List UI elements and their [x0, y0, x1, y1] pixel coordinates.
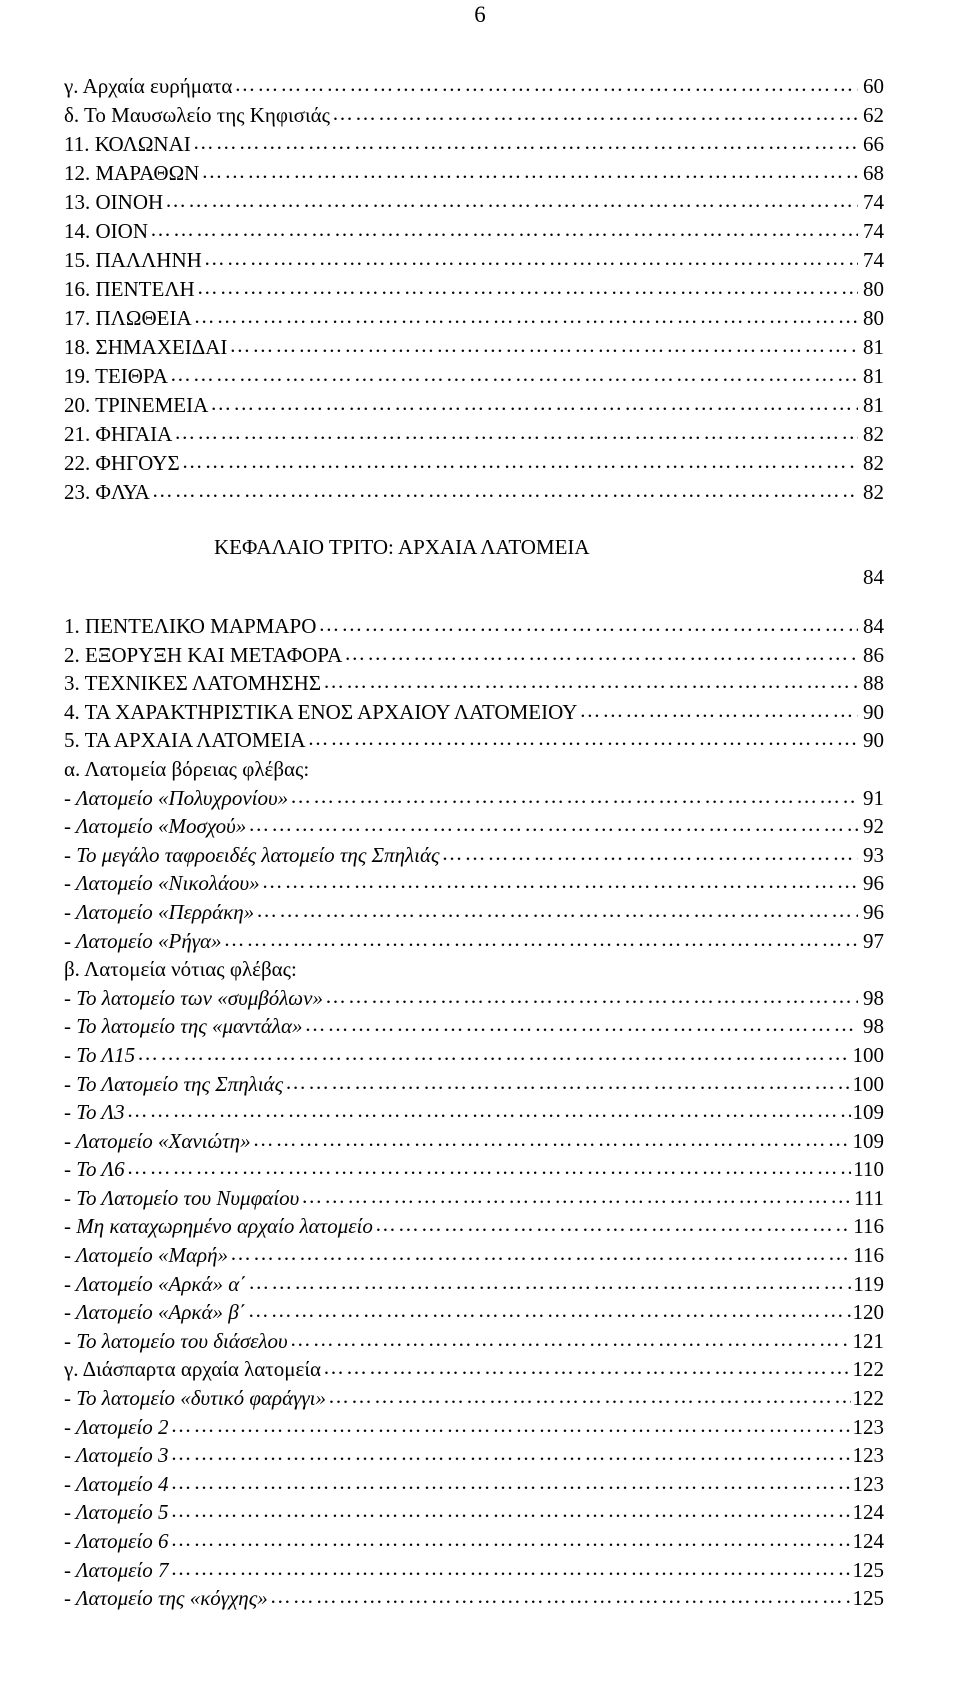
toc-entry[interactable] — [64, 1527, 884, 1556]
chapter-title: ΚΕΦΑΛΑΙΟ ΤΡΙΤΟ: ΑΡΧΑΙΑ ΛΑΤΟΜΕΙΑ — [214, 535, 590, 559]
toc-leader-dots — [171, 1525, 851, 1554]
toc-entry-label: - Λατομείο «Αρκά» β΄ — [64, 1300, 246, 1325]
toc-entry[interactable] — [64, 1098, 884, 1127]
toc-leader-dots — [323, 1353, 851, 1382]
toc-entry-page: 122 — [852, 1357, 884, 1382]
toc-leader-dots — [248, 1268, 851, 1297]
toc-entry-label: - Λατομείο 5 — [64, 1500, 169, 1525]
toc-entry[interactable] — [64, 812, 884, 841]
toc-entry-label: 21. ΦΗΓΑΙΑ — [64, 422, 173, 446]
toc-leader-dots — [248, 1296, 851, 1325]
toc-entry[interactable] — [64, 898, 884, 927]
toc-entry-page: 109 — [852, 1128, 884, 1153]
toc-entry[interactable] — [64, 1070, 884, 1099]
toc-entry-page: 124 — [852, 1529, 884, 1553]
toc-entry-label: - Λατομείο «Πολυχρονίου» — [64, 785, 289, 810]
toc-entry-page: 120 — [852, 1300, 884, 1325]
toc-entry[interactable] — [64, 641, 884, 670]
toc-entry[interactable] — [64, 1556, 884, 1585]
toc-entry-page: 110 — [853, 1157, 884, 1182]
toc-entry-page: 80 — [863, 306, 884, 330]
toc-entry-page: 100 — [852, 1071, 884, 1096]
toc-entry-page: 98 — [863, 1014, 884, 1039]
toc-entry[interactable] — [64, 1584, 884, 1613]
toc-leader-dots — [170, 360, 858, 389]
toc-entry[interactable] — [64, 612, 884, 641]
toc-entry-label: 4. ΤΑ ΧΑΡΑΚΤΗΡΙΣΤΙΚΑ ΕΝΟΣ ΑΡΧΑΙΟΥ ΛΑΤΟΜΕΙΟΥ — [64, 699, 578, 724]
toc-leader-dots — [165, 186, 858, 215]
toc-leader-dots — [201, 157, 858, 186]
toc-entry-label: - Το Λ6 — [64, 1157, 125, 1182]
toc-entry-page: 111 — [854, 1185, 884, 1210]
toc-entry-label: - Λατομείο «Μαρή» — [64, 1243, 229, 1268]
toc-entry-label: - Λατομείο της «κόγχης» — [64, 1586, 268, 1611]
toc-leader-dots — [182, 447, 858, 476]
toc-leader-dots — [171, 1496, 851, 1525]
toc-leader-dots — [305, 1010, 858, 1039]
toc-entry[interactable] — [64, 449, 884, 478]
toc-entry-page: 109 — [852, 1100, 884, 1125]
toc-entry[interactable] — [64, 159, 884, 188]
toc-entry-label: - Το Λατομείο του Νυμφαίου — [64, 1185, 300, 1210]
toc-entry[interactable] — [64, 698, 884, 727]
toc-entry[interactable] — [64, 333, 884, 362]
toc-entry-page: 92 — [863, 814, 884, 839]
toc-entry-label: 11. ΚΟΛΩΝΑΙ — [64, 132, 191, 156]
toc-entry-label: - Το λατομείο της «μαντάλα» — [64, 1014, 303, 1039]
toc-entry-label: 5. ΤΑ ΑΡΧΑΙΑ ΛΑΤΟΜΕΙΑ — [64, 728, 306, 753]
toc-entry-page: 90 — [863, 728, 884, 753]
toc-entry[interactable] — [64, 726, 884, 755]
toc-entry[interactable] — [64, 669, 884, 698]
toc-entry[interactable] — [64, 246, 884, 275]
toc-entry-page: 123 — [852, 1443, 884, 1468]
toc-entry-page: 124 — [852, 1500, 884, 1525]
toc-entry-page: 74 — [863, 219, 884, 243]
toc-entry[interactable] — [64, 304, 884, 333]
toc-entry-label: 18. ΣΗΜΑΧΕΙΔΑΙ — [64, 335, 228, 359]
toc-entry[interactable] — [64, 927, 884, 956]
toc-entry-label: - Λατομείο «Αρκά» α΄ — [64, 1271, 247, 1296]
toc-leader-dots — [328, 1382, 850, 1411]
toc-entry[interactable] — [64, 1498, 884, 1527]
toc-entry-page: 62 — [863, 103, 884, 127]
toc-leader-dots — [224, 925, 858, 954]
toc-entry-page: 119 — [853, 1271, 884, 1296]
toc-entry[interactable] — [64, 955, 884, 984]
toc-entry-page: 82 — [863, 422, 884, 446]
toc-entry[interactable] — [64, 130, 884, 159]
toc-entry-page: 84 — [863, 614, 884, 638]
toc-entry[interactable] — [64, 755, 884, 784]
toc-entry-page: 81 — [863, 393, 884, 417]
toc-entry[interactable] — [64, 841, 884, 870]
toc-leader-dots — [229, 331, 858, 360]
toc-entry-label: 14. ΟΙΟΝ — [64, 219, 148, 243]
toc-entry[interactable] — [64, 1298, 884, 1327]
toc-leader-dots — [150, 215, 858, 244]
toc-entry-label: 23. ΦΛΥΑ — [64, 480, 150, 504]
toc-entry-page: 74 — [863, 190, 884, 214]
toc-entry-page: 86 — [863, 642, 884, 667]
toc-entry-label: - Λατομείο 3 — [64, 1443, 169, 1468]
toc-entry[interactable] — [64, 1441, 884, 1470]
toc-entry-page: 98 — [863, 985, 884, 1010]
toc-entry[interactable] — [64, 1270, 884, 1299]
toc-entry-label: 22. ΦΗΓΟΥΣ — [64, 451, 180, 475]
toc-entry-page: 123 — [852, 1414, 884, 1439]
toc-list-part2 — [64, 612, 884, 1613]
toc-entry-page: 91 — [863, 785, 884, 810]
toc-entry[interactable] — [64, 984, 884, 1013]
toc-entry-label: - Το λατομείο του διάσελου — [64, 1328, 288, 1353]
toc-entry-label: - Μη καταχωρημένο αρχαίο λατομείο — [64, 1214, 373, 1239]
toc-entry-label: - Λατομείο «Ρήγα» — [64, 928, 222, 953]
toc-leader-dots — [579, 696, 858, 725]
toc-list-part1 — [64, 72, 884, 507]
toc-leader-dots — [171, 1439, 851, 1468]
toc-leader-dots — [290, 782, 858, 811]
toc-leader-dots — [325, 982, 858, 1011]
toc-leader-dots — [234, 70, 858, 99]
toc-leader-dots — [137, 1039, 850, 1068]
toc-entry-page: 82 — [863, 451, 884, 475]
toc-entry-label: - Λατομείο «Περράκη» — [64, 899, 255, 924]
toc-entry-page: 60 — [863, 74, 884, 98]
toc-entry[interactable] — [64, 478, 884, 507]
toc-entry-page: 125 — [852, 1586, 884, 1611]
toc-leader-dots — [171, 1411, 851, 1440]
toc-entry-label: - Το Λ3 — [64, 1100, 125, 1125]
toc-entry-label: α. Λατομεία βόρειας φλέβας: — [64, 756, 310, 781]
chapter-page-number: 84 — [863, 565, 884, 589]
toc-entry-label: - Λατομείο 7 — [64, 1557, 169, 1582]
toc-entry-page: 68 — [863, 161, 884, 185]
toc-entry-page: 88 — [863, 671, 884, 696]
toc-leader-dots — [262, 867, 858, 896]
toc-leader-dots — [171, 1554, 851, 1583]
toc-entry-page: 122 — [852, 1386, 884, 1411]
toc-entry-page: 116 — [853, 1214, 884, 1239]
toc-leader-dots — [248, 810, 858, 839]
toc-leader-dots — [375, 1210, 851, 1239]
toc-leader-dots — [197, 273, 858, 302]
toc-entry[interactable] — [64, 869, 884, 898]
toc-entry-label: 12. ΜΑΡΑΘΩΝ — [64, 161, 200, 185]
toc-leader-dots — [127, 1096, 851, 1125]
toc-entry[interactable] — [64, 391, 884, 420]
toc-leader-dots — [204, 244, 858, 273]
toc-entry[interactable] — [64, 275, 884, 304]
toc-leader-dots — [193, 128, 858, 157]
toc-entry-label: β. Λατομεία νότιας φλέβας: — [64, 957, 297, 982]
toc-leader-dots — [308, 724, 859, 753]
toc-entry-label: - Το λατομείο των «συμβόλων» — [64, 985, 323, 1010]
toc-entry-page: 96 — [863, 899, 884, 924]
toc-entry[interactable] — [64, 1355, 884, 1384]
toc-entry-page: 97 — [863, 928, 884, 953]
toc-entry-label: 1. ΠΕΝΤΕΛΙΚΟ ΜΑΡΜΑΡΟ — [64, 614, 317, 638]
toc-entry-page: 80 — [863, 277, 884, 301]
toc-entry-label: γ. Αρχαία ευρήματα — [64, 74, 233, 98]
toc-entry[interactable] — [64, 1241, 884, 1270]
toc-entry-label: 17. ΠΛΩΘΕΙΑ — [64, 306, 192, 330]
toc-entry-label: δ. Το Μαυσωλείο της Κηφισιάς — [64, 103, 330, 127]
toc-leader-dots — [230, 1239, 851, 1268]
toc-entry[interactable] — [64, 1470, 884, 1499]
toc-leader-dots — [290, 1325, 851, 1354]
toc-entry-label: γ. Διάσπαρτα αρχαία λατομεία — [64, 1357, 321, 1382]
toc-leader-dots — [270, 1582, 851, 1611]
toc-entry[interactable] — [64, 362, 884, 391]
toc-leader-dots — [442, 839, 858, 868]
toc-entry[interactable] — [64, 1155, 884, 1184]
toc-entry-label: - Το λατομείο «δυτικό φαράγγι» — [64, 1386, 327, 1411]
toc-entry[interactable] — [64, 1041, 884, 1070]
toc-entry[interactable] — [64, 1212, 884, 1241]
toc-entry-label: - Το μεγάλο ταφροειδές λατομείο της Σπηλιάς — [64, 842, 440, 867]
toc-entry[interactable] — [64, 188, 884, 217]
toc-leader-dots — [285, 1068, 850, 1097]
toc-entry[interactable] — [64, 1012, 884, 1041]
toc-entry[interactable] — [64, 1127, 884, 1156]
toc-leader-dots — [194, 302, 858, 331]
toc-leader-dots — [332, 99, 858, 128]
toc-leader-dots — [344, 639, 858, 668]
toc-entry-page: 116 — [853, 1243, 884, 1268]
toc-entry-label: 16. ΠΕΝΤΕΛΗ — [64, 277, 195, 301]
toc-entry[interactable] — [64, 1413, 884, 1442]
toc-leader-dots — [210, 389, 858, 418]
page-number: 6 — [474, 2, 486, 27]
toc-entry-label: - Λατομείο 2 — [64, 1414, 169, 1439]
toc-entry-label: - Λατομείο «Χανιώτη» — [64, 1128, 251, 1153]
toc-entry-page: 81 — [863, 335, 884, 359]
toc-entry[interactable] — [64, 1327, 884, 1356]
toc-entry-label: - Το Λ15 — [64, 1042, 136, 1067]
toc-leader-dots — [318, 610, 858, 639]
toc-entry[interactable] — [64, 1384, 884, 1413]
toc-entry-page: 93 — [863, 842, 884, 867]
toc-entry[interactable] — [64, 72, 884, 101]
toc-entry-label: - Λατομείο «Μοσχού» — [64, 814, 247, 839]
toc-leader-dots — [253, 1125, 851, 1154]
toc-entry-page: 66 — [863, 132, 884, 156]
toc-leader-dots — [323, 667, 858, 696]
toc-entry-page: 82 — [863, 480, 884, 504]
toc-entry-label: - Λατομείο 6 — [64, 1529, 169, 1553]
toc-entry-page: 100 — [852, 1042, 884, 1067]
toc-leader-dots — [152, 476, 858, 505]
toc-entry-label: - Λατομείο «Νικολάου» — [64, 871, 260, 896]
toc-entry-page: 74 — [863, 248, 884, 272]
toc-leader-dots — [174, 418, 858, 447]
toc-leader-dots — [301, 1182, 852, 1211]
toc-entry-label: - Το Λατομείο της Σπηλιάς — [64, 1071, 284, 1096]
toc-entry-page: 96 — [863, 871, 884, 896]
toc-entry-label: 3. ΤΕΧΝΙΚΕΣ ΛΑΤΟΜΗΣΗΣ — [64, 671, 322, 696]
toc-entry-label: - Λατομείο 4 — [64, 1471, 169, 1496]
toc-entry-label: 13. ΟΙΝΟΗ — [64, 190, 164, 214]
toc-entry-page: 90 — [863, 699, 884, 724]
toc-entry[interactable] — [64, 1184, 884, 1213]
toc-entry-page: 123 — [852, 1471, 884, 1496]
toc-entry-label: 15. ΠΑΛΛΗΝΗ — [64, 248, 202, 272]
toc-entry-page: 125 — [852, 1557, 884, 1582]
toc-entry[interactable] — [64, 101, 884, 130]
toc-entry-page: 81 — [863, 364, 884, 388]
toc-entry-label: 2. ΕΞΟΡΥΞΗ ΚΑΙ ΜΕΤΑΦΟΡΑ — [64, 642, 343, 667]
toc-entry-label: 19. ΤΕΙΘΡΑ — [64, 364, 168, 388]
toc-entry-label: 20. ΤΡΙΝΕΜΕΙΑ — [64, 393, 209, 417]
toc-leader-dots — [127, 1153, 852, 1182]
toc-leader-dots — [171, 1468, 851, 1497]
toc-entry[interactable] — [64, 217, 884, 246]
toc-entry[interactable] — [64, 784, 884, 813]
toc-entry-page: 121 — [852, 1328, 884, 1353]
toc-entry[interactable] — [64, 420, 884, 449]
toc-leader-dots — [256, 896, 858, 925]
